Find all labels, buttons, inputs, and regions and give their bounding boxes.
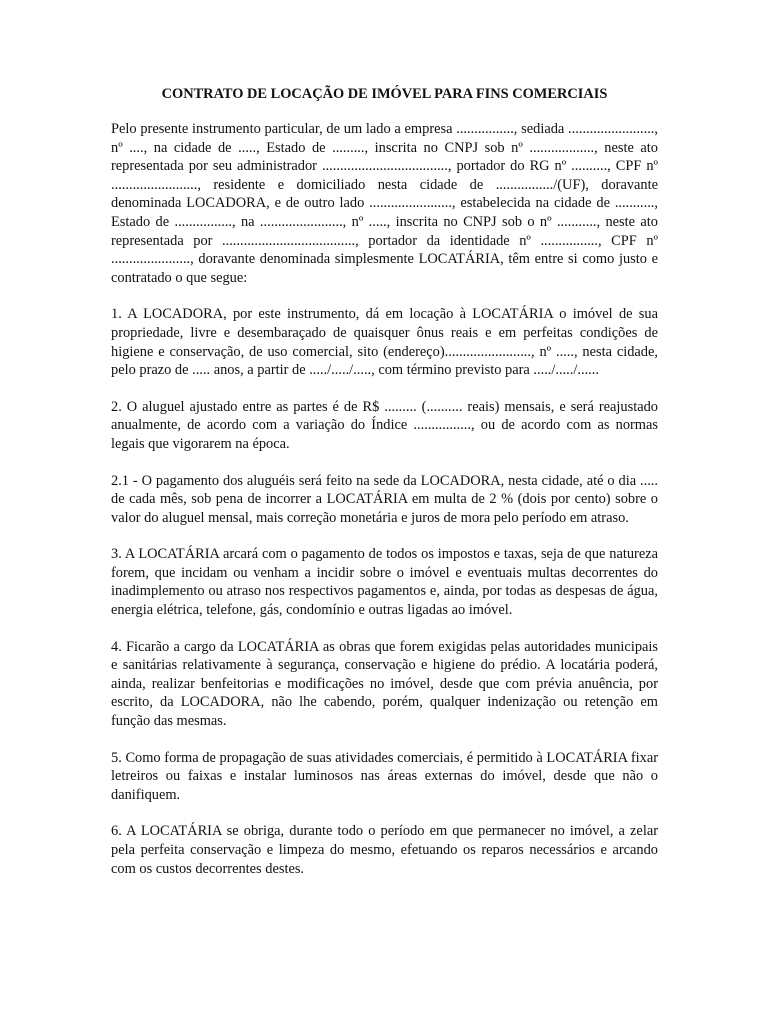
paragraph-clause-6: 6. A LOCATÁRIA se obriga, durante todo o período em que permanecer no imóvel, a zelar pela perfeita conservação e limpeza do mesmo, efetuando os reparos necessários e arcando com os custos decorrentes destes. (111, 823, 658, 877)
paragraph-clause-2: 2. O aluguel ajustado entre as partes é de R$ ......... (.......... reais) mensais, e será reajustado anualmente, de acordo com a variação do Índice ................, ou de acordo com as normas legais que vigorarem na época. (111, 398, 658, 452)
paragraph-clause-3: 3. A LOCATÁRIA arcará com o pagamento de todos os impostos e taxas, seja de que natureza forem, que incidam ou venham a incidir sobre o imóvel e eventuais multas decorrentes do inadimplemento ou atraso nos respectivos pagamentos e, ainda, por todas as despesas de água, energia elétrica, telefone, gás, condomínio e outras ligadas ao imóvel. (111, 546, 658, 619)
paragraph-clause-1: 1. A LOCADORA, por este instrumento, dá em locação à LOCATÁRIA o imóvel de sua propriedade, livre e desembaraçado de quaisquer ônus reais e em perfeitas condições de higiene e conservação, de uso comercial, sito (endereço)........................, nº ....., nesta cidade, pelo prazo de ..... anos, a partir de ...../...../....., com término previsto para ...../...../...... (111, 306, 658, 379)
paragraph-clause-2-1: 2.1 - O pagamento dos aluguéis será feito na sede da LOCADORA, nesta cidade, até o dia ..... de cada mês, sob pena de incorrer a LOCATÁRIA em multa de 2 % (dois por cento) sobre o valor do aluguel mensal, mais correção monetária e juros de mora pelo período em atraso. (111, 472, 658, 526)
paragraph-clause-4: 4. Ficarão a cargo da LOCATÁRIA as obras que forem exigidas pelas autoridades municipais e sanitárias relativamente à segurança, conservação e higiene do prédio. A locatária poderá, ainda, realizar benfeitorias e modificações no imóvel, desde que com prévia anuência, por escrito, da LOCADORA, não lhe cabendo, porém, qualquer indenização ou retenção em função das mesmas. (111, 638, 658, 730)
paragraph-preamble: Pelo presente instrumento particular, de um lado a empresa ................, sediada ........................, nº ...., na cidade de ....., Estado de ........., inscrita no CNPJ sob nº .................., neste ato representada por seu administrador ..................................., portador do RG nº .........., CPF nº ........................, residente e domiciliado nesta cidade de ................/(UF), doravante denominada LOCADORA, e de outro lado ......................., estabelecida na cidade de ..........., Estado de ................, na ......................., nº ....., inscrita no CNPJ sob o nº ..........., neste ato representada por ....................................., portador da identidade nº ................, CPF nº ......................, doravante denominada simplesmente LOCATÁRIA, têm entre si como justo e contratado o que segue: (111, 121, 658, 286)
paragraph-clause-5: 5. Como forma de propagação de suas atividades comerciais, é permitido à LOCATÁRIA fixar letreiros ou faixas e instalar luminosos nas áreas externas do imóvel, desde que não o danifiquem. (111, 749, 658, 803)
document-title: CONTRATO DE LOCAÇÃO DE IMÓVEL PARA FINS COMERCIAIS (161, 86, 608, 102)
